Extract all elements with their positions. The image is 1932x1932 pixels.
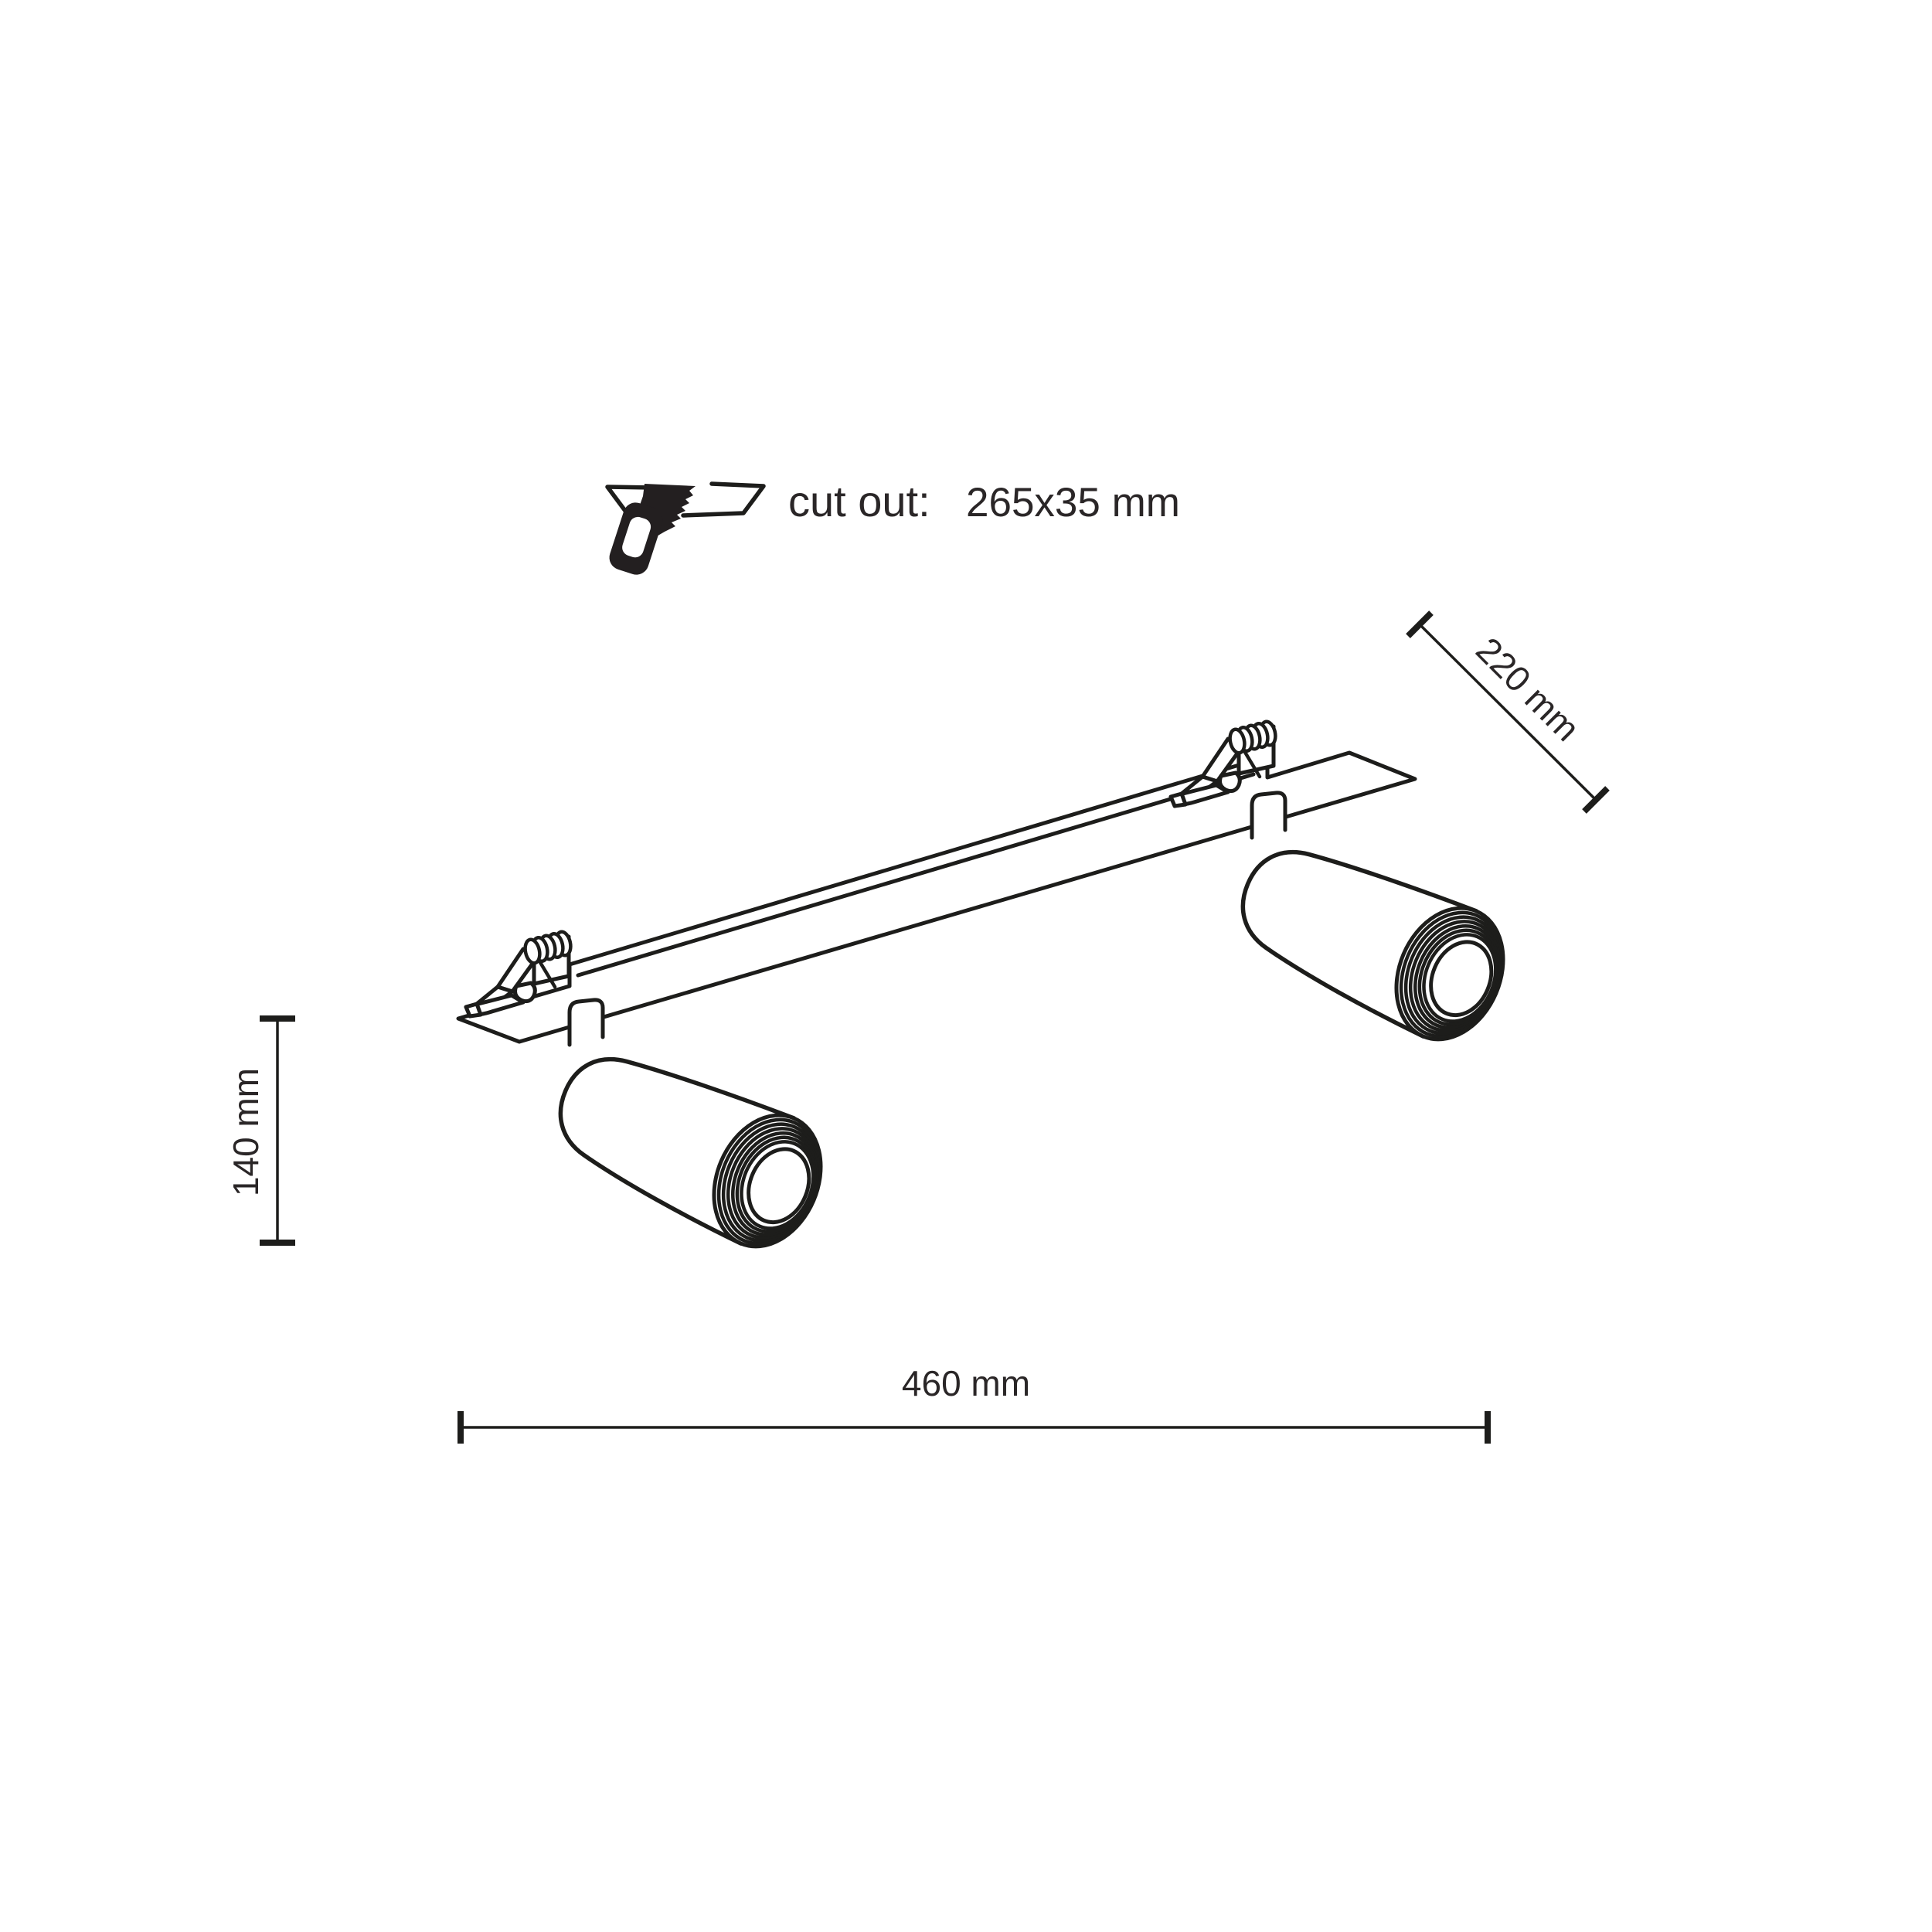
dimension-depth-220 bbox=[1408, 613, 1607, 811]
dim-220-label: 220 mm bbox=[1468, 629, 1588, 749]
stem-right bbox=[1252, 793, 1285, 838]
cutout-value: 265x35 mm bbox=[966, 480, 1180, 526]
cutout-label: cut out: bbox=[788, 477, 930, 526]
saw-icon bbox=[606, 484, 764, 578]
fixture-drawing bbox=[458, 720, 1522, 1263]
spotlight-right bbox=[1219, 793, 1522, 1056]
dim-140-label: 140 mm bbox=[226, 1067, 266, 1197]
spotlight-left bbox=[537, 1000, 840, 1263]
saw-handle bbox=[606, 499, 665, 578]
cutout-note bbox=[606, 477, 1180, 578]
plate-channel-line bbox=[578, 774, 1253, 975]
dim-460-label: 460 mm bbox=[901, 1363, 1031, 1403]
dimension-height-140 bbox=[226, 1019, 295, 1243]
dimension-length-460 bbox=[461, 1363, 1488, 1444]
stem-left bbox=[570, 1000, 603, 1045]
